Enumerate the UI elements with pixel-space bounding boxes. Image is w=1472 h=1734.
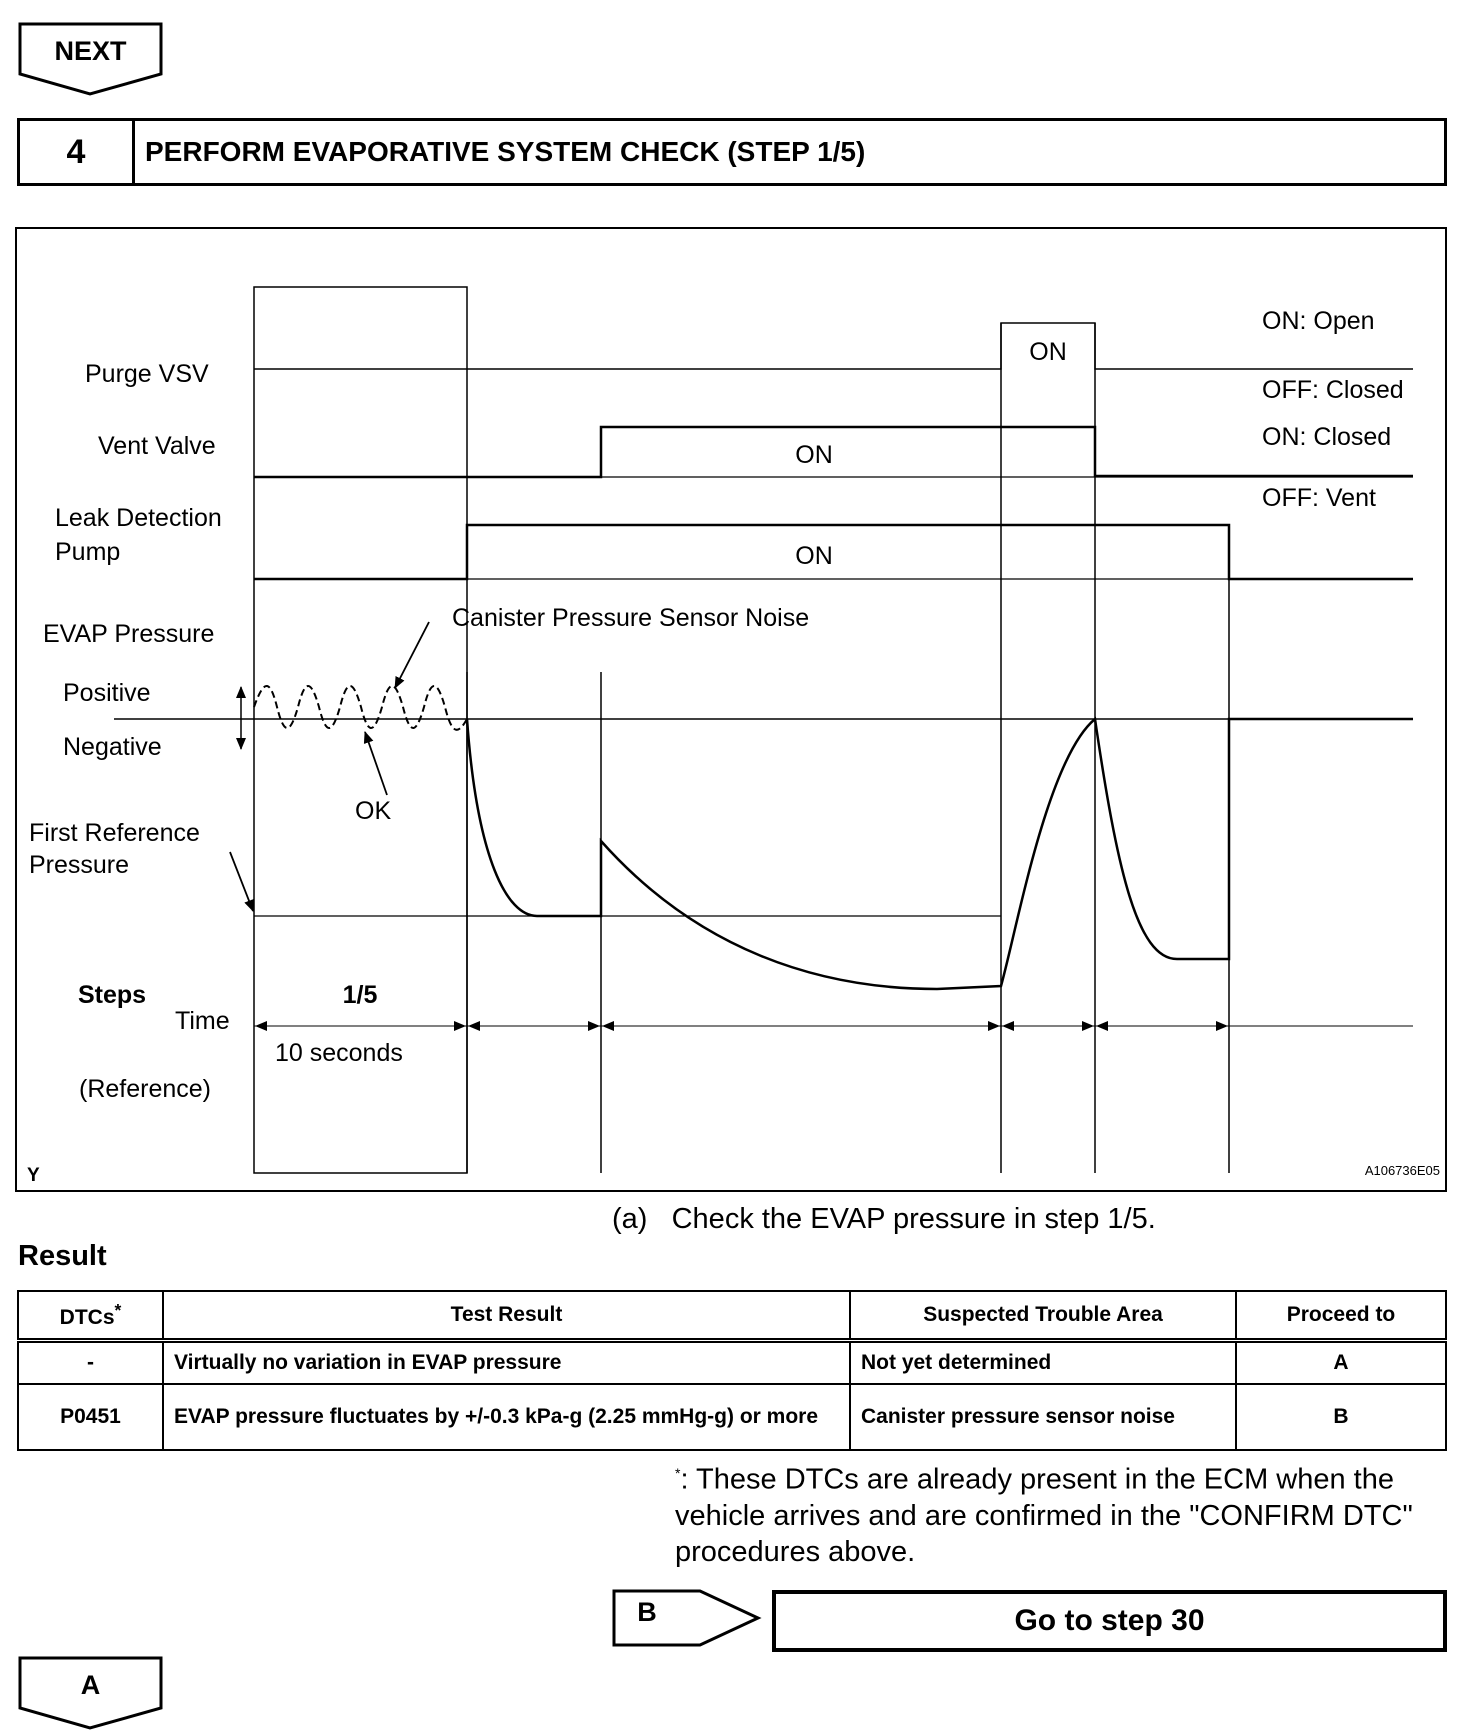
cell-trouble-area: Canister pressure sensor noise [850, 1384, 1236, 1450]
cell-proceed: A [1236, 1341, 1446, 1385]
vent-on-label: ON [795, 441, 833, 469]
corner-mark: Y [27, 1165, 40, 1186]
reference-label: (Reference) [79, 1075, 211, 1103]
label-evap-pressure: EVAP Pressure [43, 620, 215, 648]
legend-vent-on: ON: Closed [1262, 423, 1392, 451]
header-proceed: Proceed to [1236, 1291, 1446, 1341]
label-purge-vsv: Purge VSV [85, 360, 209, 388]
header-dtcs: DTCs* [18, 1291, 163, 1341]
legend-vent-off: OFF: Vent [1262, 484, 1376, 512]
label-first-ref-2: Pressure [29, 851, 130, 879]
noise-annotation: Canister Pressure Sensor Noise [452, 604, 810, 632]
label-leak-pump-1: Leak Detection [55, 504, 222, 532]
result-heading: Result [18, 1240, 107, 1272]
duration-label: 10 seconds [275, 1039, 403, 1067]
footnote [675, 1455, 1455, 1570]
noise-pointer-arrow [395, 622, 429, 688]
cell-dtc: - [18, 1341, 163, 1385]
legend-purge-on: ON: Open [1262, 307, 1375, 335]
label-leak-pump-2: Pump [55, 538, 121, 566]
vent-valve-signal [254, 427, 1413, 477]
header-dtc-mark: * [114, 1300, 122, 1320]
purge-vsv-signal [254, 323, 1413, 369]
footnote-mark: * [675, 1465, 681, 1481]
header-test-result: Test Result [163, 1291, 850, 1341]
timing-diagram [15, 227, 1447, 1192]
label-first-ref-1: First Reference [29, 819, 200, 847]
reference-pointer-arrow [230, 852, 253, 911]
a-button[interactable] [18, 1656, 163, 1732]
legend-purge-off: OFF: Closed [1262, 376, 1404, 404]
ok-pointer-arrow [365, 732, 387, 795]
footnote-text: : These DTCs are already present in the ECM when the vehicle arrives and are confirmed in the "CONFIRM DTC" procedures above. [675, 1463, 1413, 1568]
table-row [18, 1384, 1446, 1450]
cell-dtc: P0451 [18, 1384, 163, 1450]
purge-on-label: ON [1029, 338, 1067, 366]
step-title: PERFORM EVAPORATIVE SYSTEM CHECK (STEP 1/5) [145, 136, 866, 167]
a-button-label: A [80, 1670, 101, 1700]
table-header-row [18, 1291, 1446, 1341]
ok-annotation: OK [355, 797, 392, 825]
label-vent-valve: Vent Valve [98, 432, 216, 460]
cell-test-result: Virtually no variation in EVAP pressure [163, 1341, 850, 1385]
label-negative: Negative [63, 733, 162, 761]
cell-proceed: B [1236, 1384, 1446, 1450]
step-header [17, 118, 1447, 186]
pump-on-label: ON [795, 542, 833, 570]
cell-trouble-area: Not yet determined [850, 1341, 1236, 1385]
branch-b-label: B [637, 1597, 657, 1627]
leak-pump-signal [254, 525, 1413, 579]
step-number: 4 [20, 121, 135, 183]
timing-diagram-svg [17, 229, 1445, 1190]
time-label: Time [175, 1007, 230, 1035]
sensor-noise-wave [254, 686, 467, 730]
label-positive: Positive [63, 679, 151, 707]
table-row [18, 1341, 1446, 1385]
goto-step-30-button[interactable]: Go to step 30 [772, 1590, 1447, 1652]
cell-test-result: EVAP pressure fluctuates by +/-0.3 kPa-g (2.25 mmHg-g) or more [163, 1384, 850, 1450]
result-table [17, 1290, 1447, 1451]
steps-label: Steps [78, 981, 147, 1009]
next-button[interactable] [18, 22, 163, 98]
figure-id: A106736E05 [1364, 1163, 1440, 1178]
step-value-label: 1/5 [342, 981, 378, 1009]
next-button-label: NEXT [54, 36, 127, 66]
sub-step-instruction: (a) Check the EVAP pressure in step 1/5. [612, 1203, 1156, 1235]
header-trouble-area: Suspected Trouble Area [850, 1291, 1236, 1341]
evap-pressure-curve [467, 719, 1413, 989]
